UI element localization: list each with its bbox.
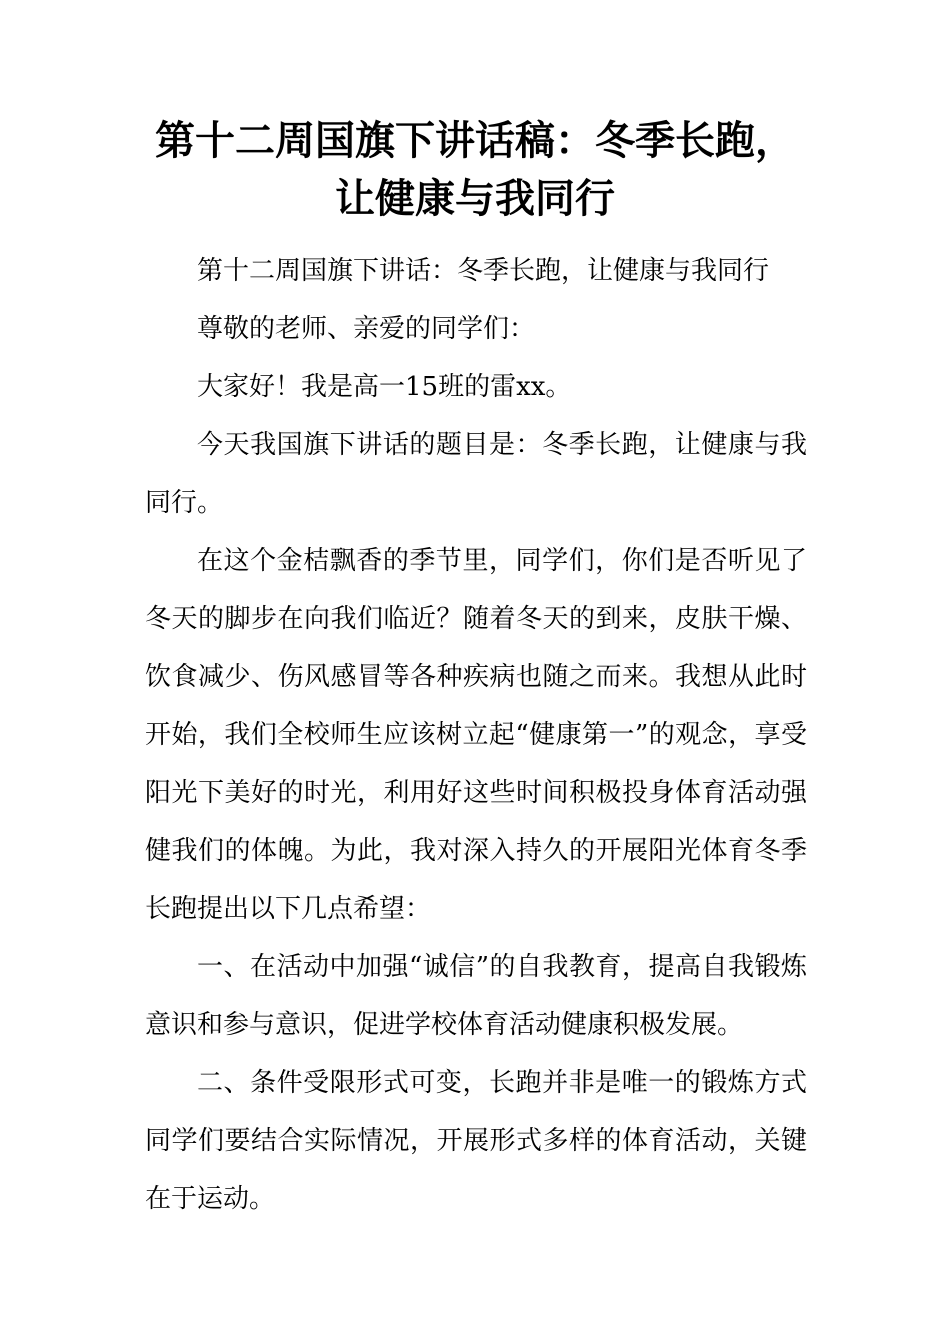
document-body bbox=[145, 242, 807, 1228]
paragraph-subtitle: 第十二周国旗下讲话：冬季长跑，让健康与我同行 bbox=[197, 256, 770, 286]
paragraph-point-one: 一、在活动中加强“诚信”的自我教育，提高自我锻炼意识和参与意识，促进学校体育活动健康积极发展。 bbox=[145, 952, 807, 1040]
paragraph-topic: 今天我国旗下讲话的题目是：冬季长跑，让健康与我同行。 bbox=[145, 430, 807, 518]
document-title: 第十二周国旗下讲话稿：冬季长跑，让健康与我同行 bbox=[155, 117, 795, 222]
paragraph-greeting: 大家好！我是高一15班的雷xx。 bbox=[197, 372, 572, 402]
paragraph-intro: 在这个金桔飘香的季节里，同学们，你们是否听见了冬天的脚步在向我们临近？随着冬天的到来，皮肤干燥、饮食减少、伤风感冒等各种疾病也随之而来。我想从此时开始，我们全校师生应该树立起“健康第一”的观念，享受阳光下美好的时光，利用好这些时间积极投身体育活动强健我们的体魄。为此，我对深入持久的开展阳光体育冬季长跑提出以下几点希望： bbox=[145, 546, 807, 924]
paragraph-salutation: 尊敬的老师、亲爱的同学们： bbox=[197, 314, 536, 344]
paragraph-point-two: 二、条件受限形式可变，长跑并非是唯一的锻炼方式同学们要结合实际情况，开展形式多样的体育活动，关键在于运动。 bbox=[145, 1068, 807, 1214]
